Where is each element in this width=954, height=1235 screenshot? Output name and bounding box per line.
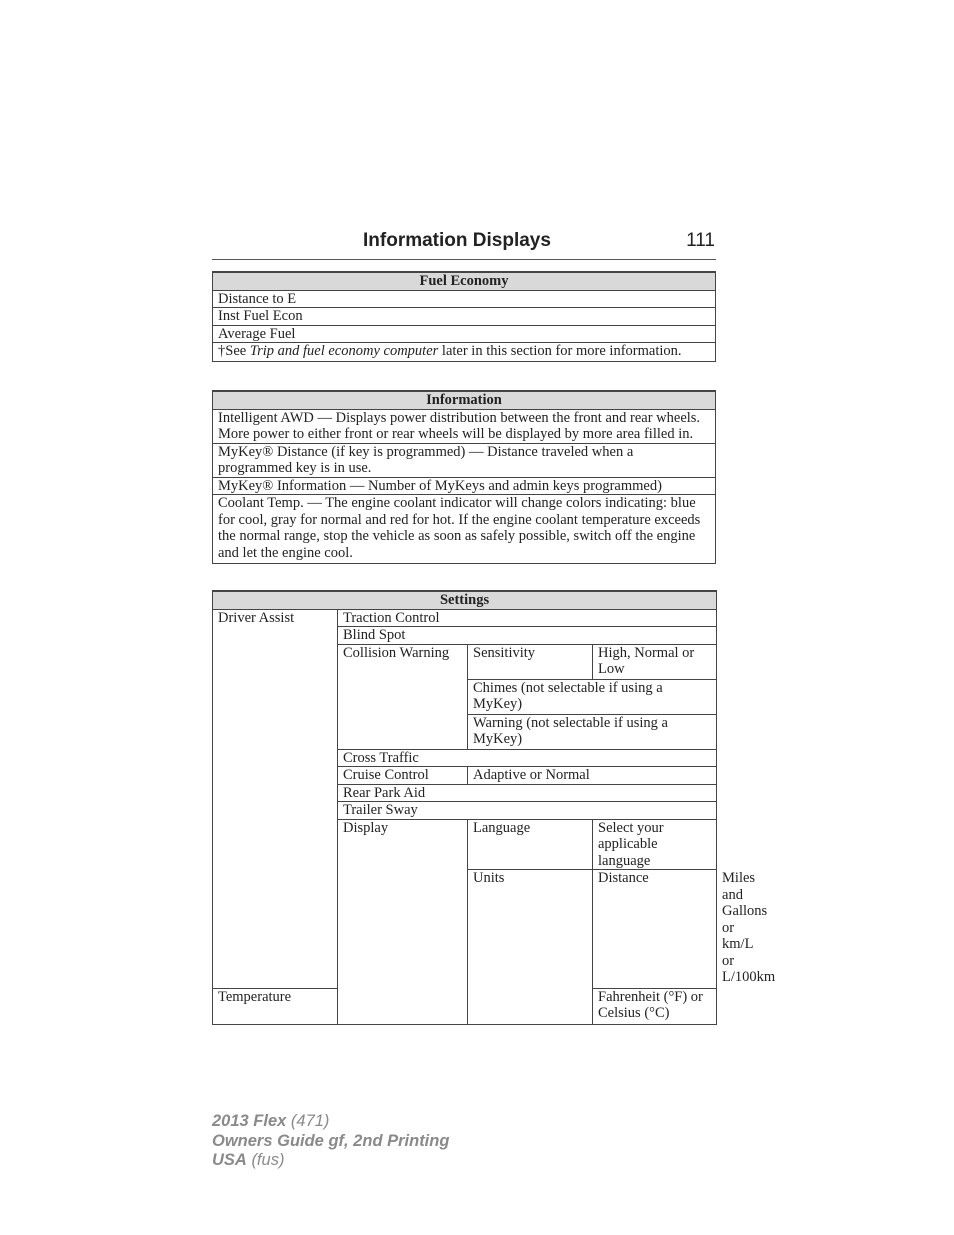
fuel-item-inst-fuel-econ: Inst Fuel Econ [213, 308, 716, 326]
page-number: 111 [686, 230, 715, 251]
setting-traction-control: Traction Control [338, 609, 717, 627]
fuel-item-distance-to-e: Distance to E [213, 290, 716, 308]
page-title: Information Displays [363, 230, 551, 251]
setting-warning: Warning (not selectable if using a MyKey) [468, 714, 717, 749]
setting-blind-spot: Blind Spot [338, 627, 717, 645]
setting-collision-warning: Collision Warning [338, 644, 468, 749]
setting-cruise-control-value: Adaptive or Normal [468, 767, 717, 785]
footer-model-code: (471) [290, 1112, 330, 1130]
setting-cruise-control: Cruise Control [338, 767, 468, 785]
setting-chimes: Chimes (not selectable if using a MyKey) [468, 679, 717, 714]
note-reference: Trip and fuel economy computer [249, 343, 439, 359]
setting-temperature: Temperature [213, 988, 338, 1024]
fuel-economy-table [212, 271, 716, 362]
information-table [212, 390, 716, 564]
setting-distance: Distance [593, 870, 717, 989]
setting-units: Units [468, 870, 593, 1025]
settings-heading: Settings [213, 591, 717, 609]
footer-market-code: (fus) [251, 1151, 285, 1169]
settings-table: Settings Driver Assist Traction Control Blind Spot Collision Warning Sensitivity High, Normal or Low Chimes (not selectable if using a MyKey) Warning (not selectable if using a MyKey) Cross Traffic Cruise Control Adaptive or Normal Rear Park Aid Trailer Sway Display Language Select your applicable language Units Distance Miles and Gallons or km/L or L/100km Temperature Fahrenheit (°F) or Celsius (°C) [212, 590, 717, 1025]
footer-market-line [212, 1151, 449, 1171]
fuel-item-average-fuel: Average Fuel [213, 325, 716, 343]
information-heading: Information [213, 391, 716, 409]
info-row-coolant-temp: Coolant Temp. — The engine coolant indicator will change colors indicating: blue for cool, gray for normal and red for hot. If the engine coolant temperature exceeds the normal range, stop the vehicle as soon as safely possible, switch off the engine and let the engine cool. [213, 495, 716, 564]
fuel-economy-note [213, 343, 716, 362]
note-suffix: later in this section for more information. [438, 343, 682, 359]
setting-temperature-value: Fahrenheit (°F) or Celsius (°C) [593, 988, 717, 1024]
footer-guide: Owners Guide gf, 2nd Printing [212, 1131, 450, 1150]
setting-driver-assist: Driver Assist [213, 609, 338, 988]
setting-display: Display [338, 819, 468, 1024]
setting-language: Language [468, 819, 593, 870]
setting-sensitivity-values: High, Normal or Low [593, 644, 717, 679]
setting-sensitivity: Sensitivity [468, 644, 593, 679]
setting-cross-traffic: Cross Traffic [338, 749, 717, 767]
page-footer [212, 1112, 449, 1171]
footer-model: 2013 Flex [212, 1112, 287, 1130]
info-row-intelligent-awd: Intelligent AWD — Displays power distribution between the front and rear wheels. More power to either front or rear wheels will be displayed by more area filled in. [213, 409, 716, 443]
footer-market: USA [212, 1151, 247, 1169]
page-header [212, 228, 716, 260]
footer-guide-line [212, 1132, 449, 1152]
footer-model-line [212, 1112, 449, 1132]
setting-rear-park-aid: Rear Park Aid [338, 784, 717, 802]
setting-trailer-sway: Trailer Sway [338, 802, 717, 820]
fuel-economy-heading: Fuel Economy [213, 272, 716, 290]
info-row-mykey-distance: MyKey® Distance (if key is programmed) — Distance traveled when a programmed key is in use. [213, 443, 716, 477]
info-row-mykey-information: MyKey® Information — Number of MyKeys and admin keys programmed) [213, 477, 716, 495]
setting-language-value: Select your applicable language [593, 819, 717, 870]
note-prefix: †See [218, 343, 250, 359]
